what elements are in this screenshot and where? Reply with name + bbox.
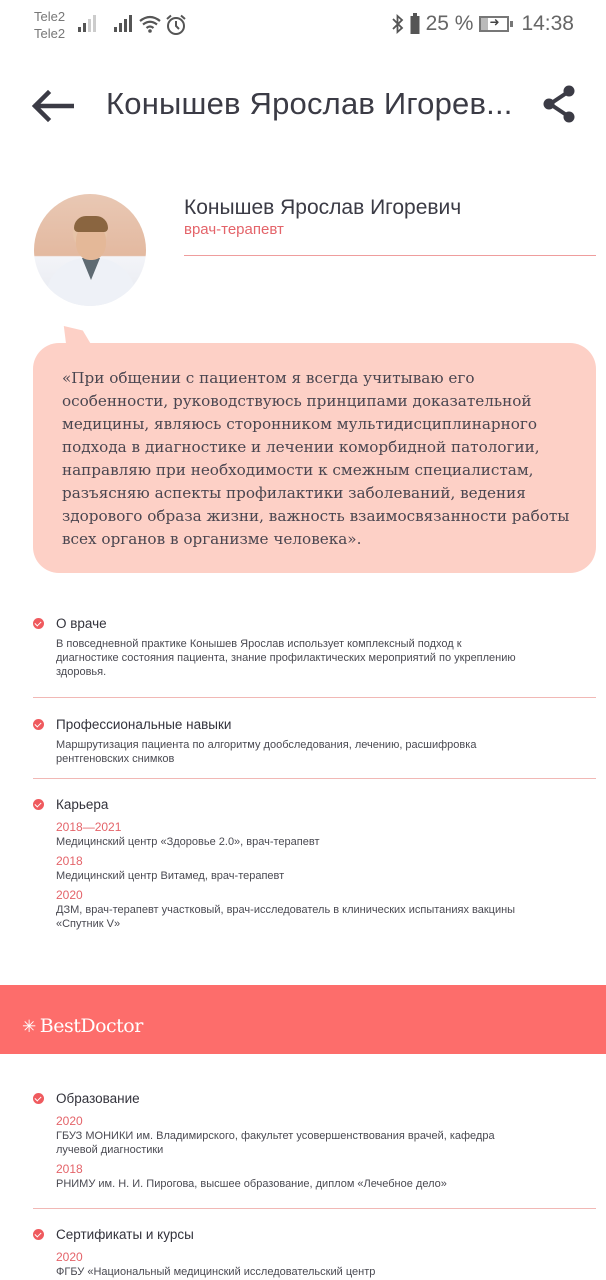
section-title: Карьера [56,797,109,812]
app-bar [0,70,606,142]
certificates-list [56,1250,536,1279]
doctor-name: Конышев Ярослав Игоревич [184,196,462,219]
career-entry: ДЗМ, врач-терапевт участковый, врач-исследователь в клинических испытаниях вакцины «Спутник V» [56,904,516,930]
section-title: О враче [56,616,107,631]
battery-icon [410,13,420,35]
carrier-2: Tele2 [34,26,66,41]
asterisk-icon: ✳ [22,1017,36,1037]
section-certificates [33,1227,596,1279]
education-list [56,1114,536,1191]
brand-logo [22,1015,143,1037]
check-icon [33,1093,44,1104]
section-about [33,616,596,679]
signal-icon [114,14,132,32]
education-year: 2020 [56,1114,83,1128]
career-year: 2020 [56,888,83,902]
section-title: Профессиональные навыки [56,717,232,732]
share-icon[interactable] [540,84,580,124]
signal-icon [78,14,96,32]
doctor-specialty: врач-терапевт [184,221,284,238]
section-education [33,1091,596,1191]
divider [33,697,596,698]
career-entry: Медицинский центр Витамед, врач-терапевт [56,870,285,882]
check-icon [33,1229,44,1240]
career-entry: Медицинский центр «Здоровье 2.0», врач-терапевт [56,836,320,848]
career-list [56,820,526,931]
career-year: 2018—2021 [56,820,122,834]
section-title: Сертификаты и курсы [56,1227,194,1242]
brand-name: BestDoctor [39,1015,143,1037]
section-skills [33,717,596,766]
education-entry: ГБУЗ МОНИКИ им. Владимирского, факультет усовершенствования врачей, кафедра лучевой диагностики [56,1130,495,1156]
section-text: Маршрутизация пациента по алгоритму дообследования, лечению, расшифровка рентгеновских снимков [56,739,477,765]
avatar [34,194,146,306]
education-entry: РНИМУ им. Н. И. Пирогова, высшее образование, диплом «Лечебное дело» [56,1178,447,1190]
clock: 14:38 [521,12,574,35]
check-icon [33,618,44,629]
charging-icon: ➜ [479,16,509,32]
divider [33,1208,596,1209]
section-career [33,797,596,931]
section-text: В повседневной практике Конышев Ярослав использует комплексный подход к диагностике состояния пациента, знание профилактических мероприятий по укреплению здоровья. [56,638,516,678]
brand-banner [0,985,606,1054]
check-icon [33,799,44,810]
education-year: 2018 [56,1162,83,1176]
carrier-labels [34,8,65,42]
status-bar [0,0,606,50]
alarm-icon [165,14,187,36]
battery-percent: 25 % [425,12,474,35]
divider [33,778,596,779]
section-title: Образование [56,1091,140,1106]
page-title: Конышев Ярослав Игорев... [106,86,513,121]
wifi-icon [139,14,161,34]
career-year: 2018 [56,854,83,868]
carrier-1: Tele2 [34,9,66,24]
check-icon [33,719,44,730]
arrow-left-icon[interactable] [30,88,74,124]
status-right [392,12,574,36]
quote-bubble [33,343,596,573]
bluetooth-icon [392,14,404,34]
quote-text: «При общении с пациентом я всегда учитываю его особенности, руководствуюсь принципами доказательной медицины, являюсь сторонником мультидисциплинарного подхода в диагностике и лечении коморбидной патологии, направляю при необходимости к смежным специалистам, разъясняю аспекты профилактики заболеваний, ведения здорового образа жизни, важность взаимосвязанности работы всех органов в организме человека». [62,369,570,548]
certificate-entry: ФГБУ «Национальный медицинский исследовательский центр [56,1266,376,1278]
certificate-year: 2020 [56,1250,83,1264]
divider [184,255,596,256]
